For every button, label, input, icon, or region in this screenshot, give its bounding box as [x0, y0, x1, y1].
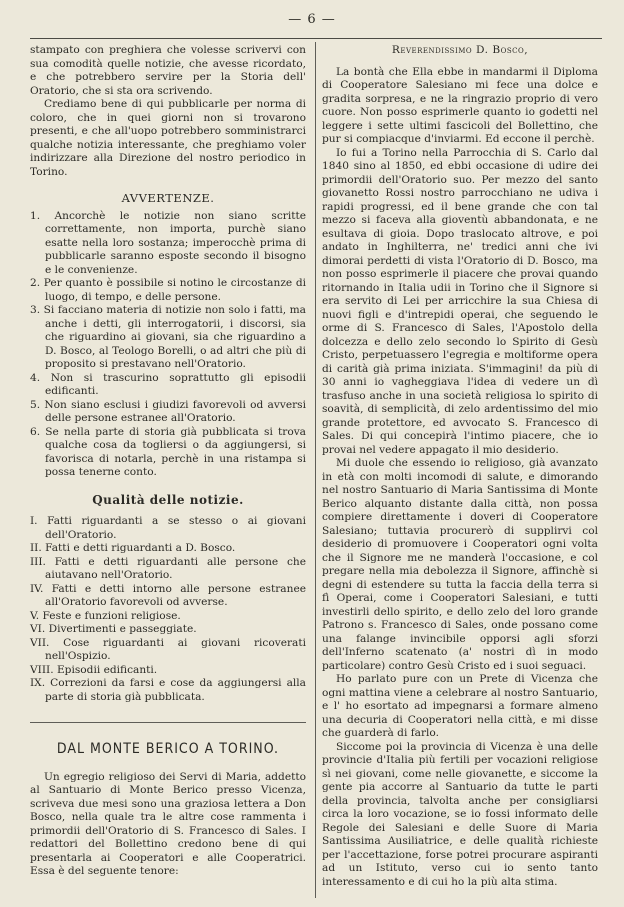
avvertenza-item: 2. Per quanto è possibile si notino le circostanze di luogo, di tempo, e delle persone. [30, 277, 306, 303]
letter-paragraph: Mi duole che essendo io religioso, già avanzato in età con molti incomodi di salute, e dimorando nel nostro Santuario di Maria Santissima di Monte Berico alquanto distante dalla città, non possa compiere direttamente i doveri di Cooperatore Salesiano; tuttavia procurerò di supplirvi col desiderio di promuovere i Cooperatori ogni volta che il Signore me ne manderà l'occasione, e col pregare nella mia debolezza il Signore, affinchè si degni di estendere su tutta la faccia della terra si fì Operai, come i Cooperatori Salesiani, e tutti investirli dello spirito, e dello zelo del loro grande Patrono s. Francesco di Sales, onde possano come una falange invincibile opporsi agli sforzi dell'Inferno scatenato (a' nostri dì in modo particolare) contro Gesù Cristo ed i suoi seguaci. [322, 457, 598, 672]
qualita-item: II. Fatti e detti riguardanti a D. Bosco. [30, 542, 236, 554]
intro-paragraph: stampato con preghiera che volesse scrivervi con sua comodità quelle notizie, che avesse ricordato, e che potrebbero servire per la Storia dell' Oratorio, che si sta ora scrivendo. [30, 44, 306, 97]
avvertenza-item: 4. Non si trascurino soprattutto gli episodii edificanti. [30, 371, 306, 397]
avvertenza-item: 3. Si facciano materia di notizie non solo i fatti, ma anche i detti, gli interrogatorii, i discorsi, sia che riguardino ai giovani, sia che riguardino a D. Bosco, al Teologo Borelli, o ad altri che più di proposito si prestavano nell'Oratorio. [30, 304, 306, 370]
qualita-heading: Qualità delle notizie. [92, 492, 244, 507]
article-intro: Un egregio religioso dei Servi di Maria, addetto al Santuario di Monte Berico presso Vicenza, scriveva due mesi sono una graziosa lettera a Don Bosco, nella quale tra le altre cose rammenta i primordii dell'Oratorio di S. Francesco di Sales. I redattori del Bollettino credono bene di qui presentarla ai Cooperatori e alle Cooperatrici. Essa è del seguente tenore: [30, 770, 306, 877]
avvertenza-item: 1. Ancorchè le notizie non siano scritte correttamente, non importa, purchè siano esatte nella loro sostanza; imperocchè prima di pubblicarle saranno esposte secondo il bisogno e le convenienze. [30, 209, 306, 276]
qualita-item: I. Fatti riguardanti a se stesso o ai giovani dell'Oratorio. [30, 515, 306, 541]
avvertenza-item: 6. Se nella parte di storia già pubblicata si trova qualche cosa da togliersi o da aggiungersi, si favorisca di notarla, perchè in una ristampa si possa tenerne conto. [30, 425, 306, 478]
qualita-item: IX. Correzioni da farsi e cose da aggiungersi alla parte di storia già pubblicata. [30, 677, 306, 703]
letter-salutation: Reverendissimo D. Bosco, [391, 44, 529, 56]
qualita-item: VIII. Episodii edificanti. [30, 663, 158, 676]
left-column [30, 44, 306, 879]
section-separator [30, 722, 306, 723]
letter-paragraph: La bontà che Ella ebbe in mandarmi il Diploma di Cooperatore Salesiano mi fece una dolce e gradita sorpresa, e ne la ringrazio proprio di vero cuore. Non posso esprimerle quanto io godetti nel leggere i sette ultimi fascicoli del Bollettino, che pur si compiacque d'inviarmi. Ed eccone il perchè. [322, 65, 598, 145]
avvertenze-list [30, 210, 306, 480]
page-number: — 6 — [288, 12, 336, 27]
right-column [322, 44, 598, 889]
qualita-item: VI. Divertimenti e passeggiate. [30, 623, 197, 635]
qualita-item: VII. Cose riguardanti ai giovani ricoverati nell'Ospizio. [30, 636, 306, 662]
avvertenze-heading: AVVERTENZE. [121, 191, 215, 205]
column-divider [315, 42, 316, 898]
letter-paragraph: Siccome poi la provincia di Vicenza è una delle provincie d'Italia più fertili per vocazioni religiose sì nei giovani, come nelle giovanette, e siccome la gente pia accorre al Santuario da tutte le parti della provincia, talvolta anche per consigliarsi circa la loro vocazione, se io fossi informato delle Regole dei Salesiani e delle Suore di Maria Santissima Ausiliatrice, e delle qualità richieste per l'accettazione, forse potrei procurare aspiranti ad un Istituto, verso cui io sento tanto interessamento e di cui ho la più alta stima. [322, 740, 598, 888]
qualita-item: V. Feste e funzioni religiose. [30, 609, 181, 622]
article-heading: DAL MONTE BERICO A TORINO. [56, 741, 280, 757]
letter-paragraph: Ho parlato pure con un Prete di Vicenza che ogni mattina viene a celebrare al nostro Santuario, e l' ho esortato ad impegnarsi a formare almeno una decuria di Cooperatori nella città, e mi disse che guarderà di farlo. [322, 673, 598, 739]
header-rule [30, 38, 602, 39]
letter-paragraph: Io fui a Torino nella Parrocchia di S. Carlo dal 1840 sino al 1850, ed ebbi occasione di udire dei primordii dell'Oratorio suo. Per mezzo del santo giovanetto Rossi nostro parrocchiano ne udiva i rapidi progressi, ed il bene grande che con tal mezzo si faceva alla gioventù abbandonata, e ne esultava di gioia. Dopo traslocato altrove, e poi andato in Inghilterra, ne' tredici anni che ivi dimorai perdetti di vista l'Oratorio di D. Bosco, ma non posso esprimerle il piacere che provai quando ritornando in Italia udii in Torino che il Signore si era servito di Lei per arricchire la sua Chiesa di nuovi figli e d'intrepidi operai, che seguendo le orme di S. Francesco di Sales, l'Apostolo della dolcezza e dello zelo secondo lo Spirito di Gesù Cristo, perpetuassero l'egregia e moltiforme opera di carità già prima iniziata. S'immagini! da più di 30 anni io vagheggiava l'idea di vedere un dì trasfuso anche in una società religiosa lo spirito di soavità, di semplicità, di zelo ardentissimo del mio grande protettore, ed avvocato S. Francesco di Sales. Di qui concepirà l'intimo piacere, che io provai nel vedere appagato il mio desiderio. [322, 146, 598, 456]
intro-paragraph: Crediamo bene di qui pubblicarle per norma di coloro, che in quei giorni non si trovarono presenti, e che all'uopo potrebbero somministrarci qualche notizia interessante, che preghiamo voler indirizzare alla Direzione del nostro periodico in Torino. [30, 98, 306, 178]
qualita-item: IV. Fatti e detti intorno alle persone estranee all'Oratorio favorevoli od avverse. [30, 582, 306, 608]
qualita-list [30, 515, 306, 704]
qualita-item: III. Fatti e detti riguardanti alle persone che aiutavano nell'Oratorio. [30, 555, 306, 581]
avvertenza-item: 5. Non siano esclusi i giudizi favorevoli od avversi delle persone estranee all'Oratorio. [30, 398, 306, 424]
